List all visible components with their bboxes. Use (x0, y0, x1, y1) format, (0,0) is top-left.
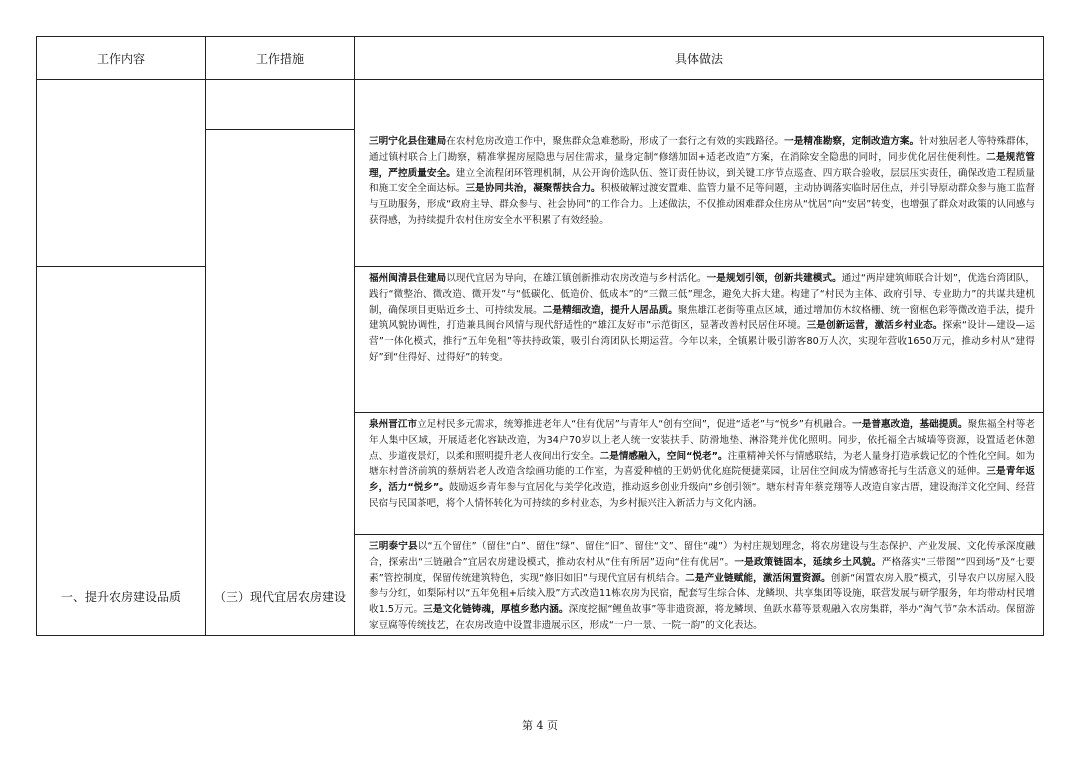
entry-body-text: 通过“两岸建筑师联合计划”，优选台湾团队，践行“微整治、微改造、微开发”与“低碳化、低造价、低成本”的“三微三低”理念，避免大拆大建。构建了“村民为主体、政府引导、专业助力”的共谋共建机制，确保项目更贴近乡土、可持续发展。 (369, 273, 1036, 316)
entry-minqing (355, 267, 1043, 413)
entry-heading-text: 三是青年返乡，活力“悦乡”。 (369, 466, 1036, 494)
entry-heading-text: 二是产业链赋能，激活闲置资源。 (685, 572, 831, 584)
table-row (37, 80, 1044, 636)
entry-body-text: 聚焦福全村等老年人集中区域，开展适老化容缺改造，为34户70岁以上老人统一安装扶手、防滑地垫、淋浴凳并优化照明。同步，依托福全古城墙等资源，设置适老休憩点、步道夜景灯，以柔和照明提升老人夜间出行安全。 (369, 419, 1036, 462)
entry-body-text: 严格落实“三带图”“四到场”及“七要素”管控制度，保留传统建筑特色，实现“修旧如旧”与现代宜居有机结合。 (369, 556, 1036, 584)
work-content-previous-cell (37, 80, 205, 267)
entry-taining (355, 535, 1043, 635)
entry-body-text: 积极破解过渡安置难、监管力量不足等问题，主动协调落实临时居住点，并引导原动群众参与施工监督与互助服务，形成“政府主导、群众参与、社会协同”的工作合力。上述做法，不仅推动困难群众住房从“忧居”向“安居”转变，也增强了群众对政策的认同感与获得感，为持续提升农村住房安全水平积累了有效经验。 (369, 183, 1036, 226)
entry-heading-text: 一是精准勘察，定制改造方案。 (784, 136, 920, 147)
specific-practice-cell (355, 80, 1044, 636)
entry-heading-text: 一是规划引领，创新共建模式。 (706, 273, 842, 284)
page-number: 第 4 页 (522, 719, 558, 732)
entry-body-text: 鼓励返乡青年参与宜居化与美学化改造，推动返乡创业升级向“乡创引领”。塘东村青年蔡竞翔等人改造自家古厝，建设海洋文化空间、经营民宿与民国茶吧，将个人情怀转化为可持续的乡村业态，为乡村振兴注入新活力与文化内涵。 (369, 482, 1035, 509)
entry-heading-text: 三明宁化县住建局 (369, 136, 447, 147)
entry-heading-text: 三是文化链铸魂，厚植乡愁内涵。 (423, 604, 569, 616)
entry-body-text: 立足村民多元需求，统筹推进老年人“住有优居”与青年人“创有空间”，促进“适老”与“悦乡”有机融合。 (417, 419, 853, 430)
work-measure-label: （三）现代宜居农房建设 (213, 590, 346, 604)
entry-body-text: 针对独居老人等特殊群体，通过镇村联合上门勘察，精准掌握房屋隐患与居住需求，量身定制“修缮加固+适老改造”方案，在消除安全隐患的同时，同步优化居住便利性。 (369, 136, 1036, 163)
header-specific-practice: 具体做法 (355, 37, 1044, 80)
entry-body-text: 以现代宜居为导向，在雄江镇创新推动农房改造与乡村活化。 (446, 273, 707, 284)
entry-heading-text: 一是政策链固本，延续乡土风貌。 (734, 556, 882, 568)
entry-body-text: 聚焦雄江老街等重点区域，通过增加仿木纹格栅、统一窗框色彩等微改造手法，提升建筑风貌协调性，打造兼具闽台风情与现代舒适性的“雄江友好市”示范街区，显著改善村民居住环境。 (369, 304, 1036, 332)
entry-heading-text: 泉州晋江市 (369, 419, 418, 430)
entry-jinjiang (355, 413, 1043, 535)
work-measure-previous-cell (206, 80, 354, 130)
entry-heading-text: 二是情感融入，空间“悦老”。 (599, 450, 728, 462)
entry-body-text: 深度挖掘“鲤鱼故事”等非遗资源，将龙鳞坝、鱼跃水幕等景观融入农房集群，举办“淘气节”杂木活动。保留游家豆腐等传统技艺，在农房改造中设置非遗展示区，形成“一户一景、一院一韵”的文化表达。 (369, 604, 1035, 631)
header-work-measure: 工作措施 (206, 37, 355, 80)
entry-heading-text: 三明泰宁县 (369, 541, 418, 552)
work-content-cell (37, 80, 206, 636)
entry-body-text: 创新“闲置农房入股”模式，引导农户以房屋入股参与分红，如梨际村以“五年免租+后续入股”方式改造11栋农房为民宿，配套写生综合体、龙鳞坝、共享集团等设施，联营发展与研学服务，年均带动村民增收1.5万元。 (369, 572, 1035, 616)
entry-body-text: 注重精神关怀与情感联结，为老人量身打造承载记忆的个性化空间。如为塘东村普济前筑的蔡炳岩老人改造含绘画功能的工作室，为喜爱种植的王奶奶优化庭院便捷菜园，让居住空间成为情感寄托与生活意义的延伸。 (369, 450, 1036, 478)
work-content-label: 一、提升农房建设品质 (60, 590, 181, 604)
header-work-content: 工作内容 (37, 37, 206, 80)
entry-body-text: 探索“设计—建设—运营”一体化模式，推行“五年免租”等扶持政策，吸引台湾团队长期运营。今年以来，全镇累计吸引游客80万人次，实现年营收1650万元，推动乡村从“建得好”到“住得好、过得好”的转变。 (369, 320, 1035, 363)
entry-heading-text: 二是精细改造，提升人居品质。 (542, 304, 678, 316)
entry-body-text: 建立全流程闭环管理机制，从公开询价选队伍、签订责任协议，到关键工序节点巡查、四方联合验收，层层压实责任，确保改造工程质量和施工安全全面达标。 (369, 167, 1036, 195)
entry-heading-text: 福州闽清县住建局 (369, 273, 447, 284)
table-header-row (37, 37, 1044, 80)
work-plan-table (36, 36, 1044, 636)
entry-heading-text: 一是普惠改造，基础提质。 (852, 419, 968, 430)
entry-heading-text: 三是协同共治，凝聚帮扶合力。 (465, 183, 601, 195)
entry-heading-text: 二是规范管理，严控质量安全。 (369, 151, 1035, 179)
entry-body-text: 在农村危房改造工作中，聚焦群众急难愁盼，形成了一套行之有效的实践路径。 (446, 136, 785, 147)
entry-ninghua (355, 130, 1043, 267)
entry-heading-text: 三是创新运营，激活乡村业态。 (806, 320, 943, 332)
entry-body-text: 以“五个留住”（留住“白”、留住“绿”、留住“旧”、留住“文”、留住“魂”）为村庄规划理念，将农房建设与生态保护、产业发展、文化传承深度融合，探索出“三链融合”宜居农房建设模式，推动农村从“住有所居”迈向“住有优居”。 (369, 541, 1036, 568)
work-measure-cell (206, 80, 355, 636)
